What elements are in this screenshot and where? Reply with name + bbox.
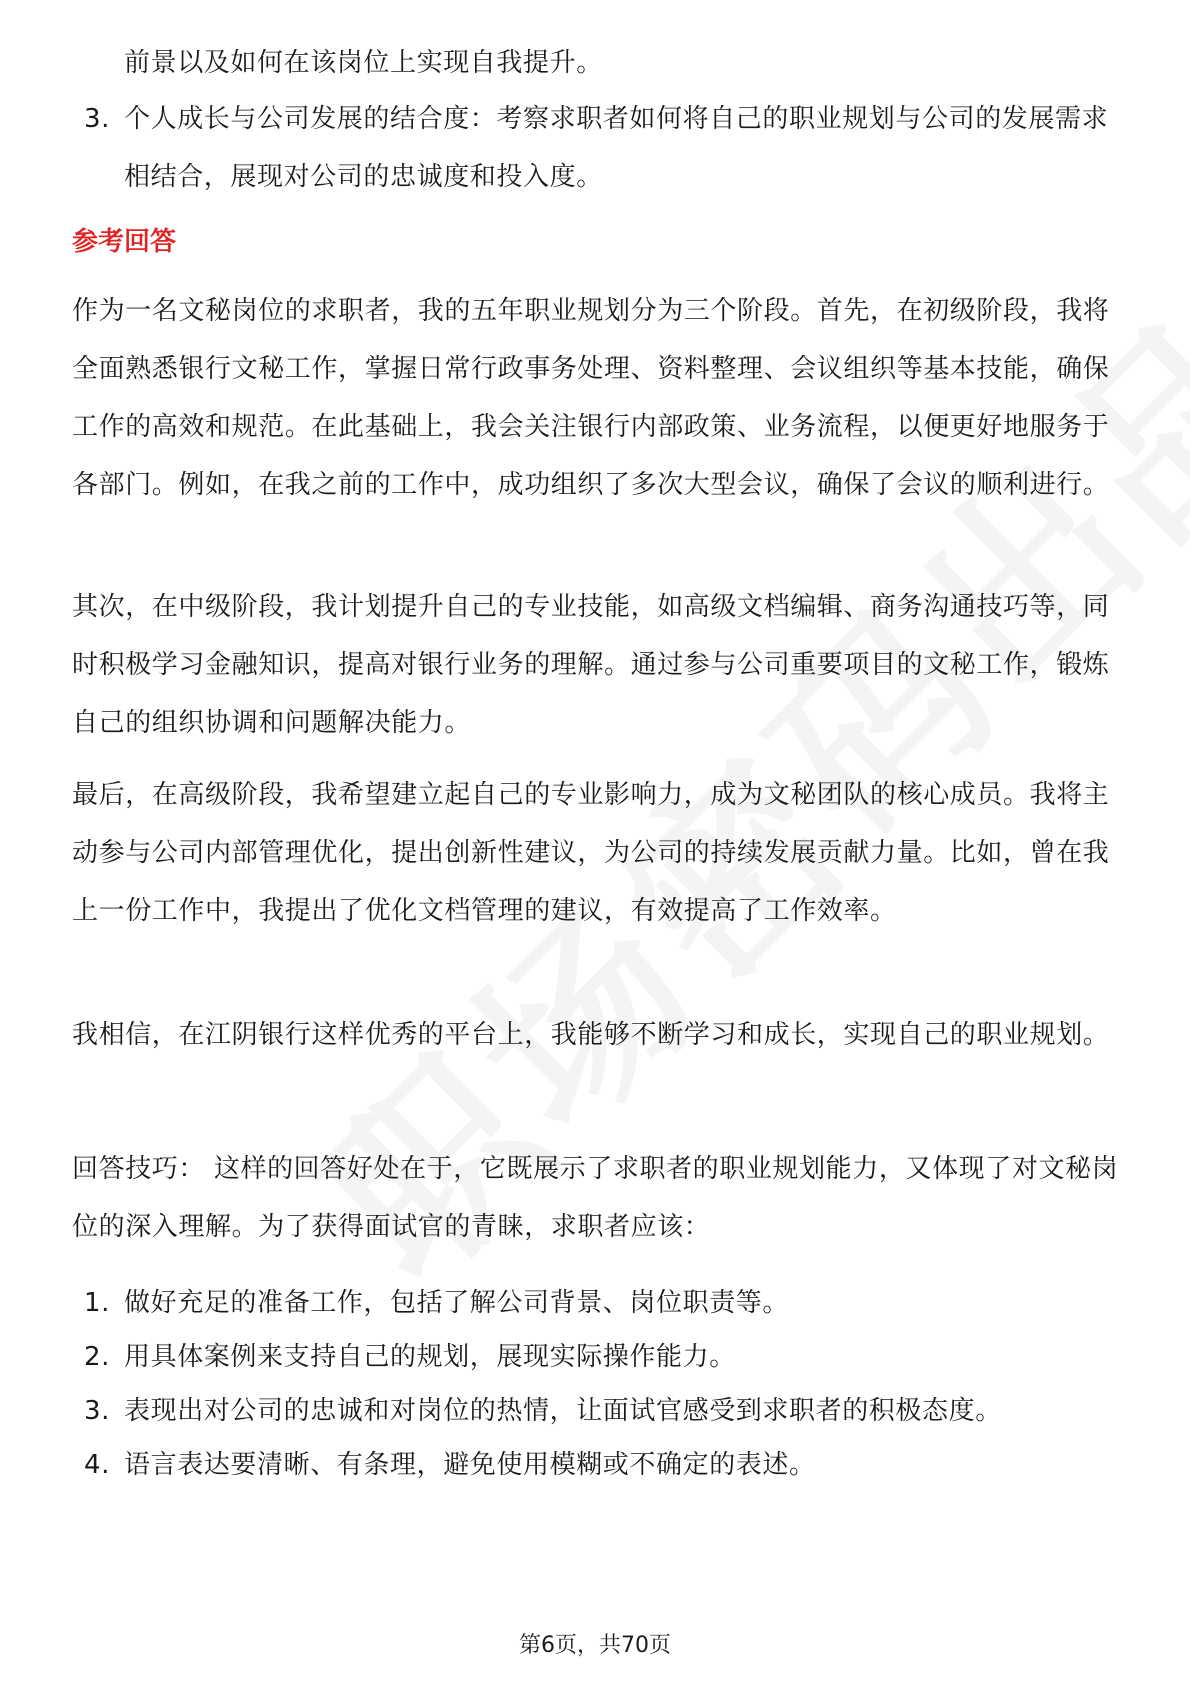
list-item-continuation: 前景以及如何在该岗位上实现自我提升。	[124, 48, 603, 78]
list-item-number: 1.	[84, 1288, 111, 1318]
list-item-text: 语言表达要清晰、有条理，避免使用模糊或不确定的表述。	[124, 1450, 816, 1480]
paragraph-2: 其次，在中级阶段，我计划提升自己的专业技能，如高级文档编辑、商务沟通技巧等，同时积极学习金融知识，提高对银行业务的理解。通过参与公司重要项目的文秘工作，锻炼自己的组织协调和问题解决能力。	[72, 592, 1110, 738]
paragraph-3: 最后，在高级阶段，我希望建立起自己的专业影响力，成为文秘团队的核心成员。我将主动参与公司内部管理优化，提出创新性建议，为公司的持续发展贡献力量。比如，曾在我上一份工作中，我提出了优化文档管理的建议，有效提高了工作效率。	[72, 780, 1110, 926]
list-item-number: 4.	[84, 1450, 111, 1480]
list-item-text: 用具体案例来支持自己的规划，展现实际操作能力。	[124, 1342, 736, 1372]
list-item	[72, 1328, 1132, 1386]
list-item-text: 个人成长与公司发展的结合度：考察求职者如何将自己的职业规划与公司的发展需求相结合，展现对公司的忠诚度和投入度。	[124, 104, 1109, 192]
list-item-number: 3.	[84, 104, 111, 134]
list-item	[72, 1382, 1132, 1440]
section-heading: 参考回答	[72, 227, 177, 257]
list-item	[72, 90, 1132, 206]
list-item	[72, 1274, 1132, 1332]
list-item-number: 2.	[84, 1342, 111, 1372]
paragraph-4: 我相信，在江阴银行这样优秀的平台上，我能够不断学习和成长，实现自己的职业规划。	[72, 1020, 1110, 1050]
list-item	[72, 1436, 1132, 1494]
page-footer: 第6页，共70页	[519, 1633, 671, 1658]
list-item-text: 做好充足的准备工作，包括了解公司背景、岗位职责等。	[124, 1288, 790, 1318]
list-item-text: 表现出对公司的忠诚和对岗位的热情，让面试官感受到求职者的积极态度。	[124, 1396, 1002, 1426]
answer-tips-paragraph: 回答技巧： 这样的回答好处在于，它既展示了求职者的职业规划能力，又体现了对文秘岗位的深入理解。为了获得面试官的青睐，求职者应该：	[72, 1154, 1119, 1242]
list-item-number: 3.	[84, 1396, 111, 1426]
paragraph-1: 作为一名文秘岗位的求职者，我的五年职业规划分为三个阶段。首先，在初级阶段，我将全面熟悉银行文秘工作，掌握日常行政事务处理、资料整理、会议组织等基本技能，确保工作的高效和规范。在此基础上，我会关注银行内部政策、业务流程，以便更好地服务于各部门。例如，在我之前的工作中，成功组织了多次大型会议，确保了会议的顺利进行。	[72, 296, 1110, 500]
